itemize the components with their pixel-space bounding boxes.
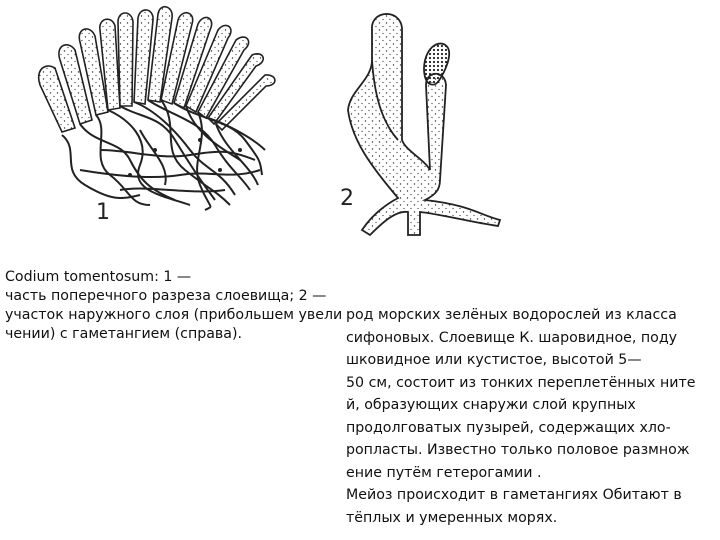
body-line: шковидное или кустистое, высотой 5— — [346, 352, 642, 368]
figure-caption — [5, 268, 350, 344]
botanical-illustration — [0, 0, 720, 250]
figure-label-2: 2 — [340, 186, 354, 211]
caption-line: участок наружного слоя (прибольшем увели — [5, 307, 343, 323]
body-line: ропласты. Известно только половое размнож — [346, 442, 690, 458]
figure-label-1: 1 — [96, 200, 110, 225]
body-line: род морских зелёных водорослей из класса — [346, 307, 677, 323]
body-line: 50 см, состоит из тонких переплетённых ните — [346, 374, 696, 391]
body-line: й, образующих снаружи слой крупных — [346, 397, 636, 413]
description-text — [346, 304, 718, 529]
caption-line: Codium tomentosum: 1 — — [5, 269, 192, 285]
utricle-with-gametangium — [348, 14, 500, 235]
thallus-cross-section — [39, 7, 275, 132]
caption-line: чении) с гаметангием (справа). — [5, 326, 243, 342]
body-line: продолговатых пузырей, содержащих хло- — [346, 419, 671, 436]
body-line: сифоновых. Слоевище К. шаровидное, поду — [346, 329, 678, 346]
body-line: тёплых и умеренных морях. — [346, 509, 558, 526]
body-line: Мейоз происходит в гаметангиях Обитают в — [346, 487, 682, 503]
body-line: ение путём гетерогамии . — [346, 464, 542, 481]
caption-line: часть поперечного разреза слоевища; 2 — — [5, 288, 327, 304]
